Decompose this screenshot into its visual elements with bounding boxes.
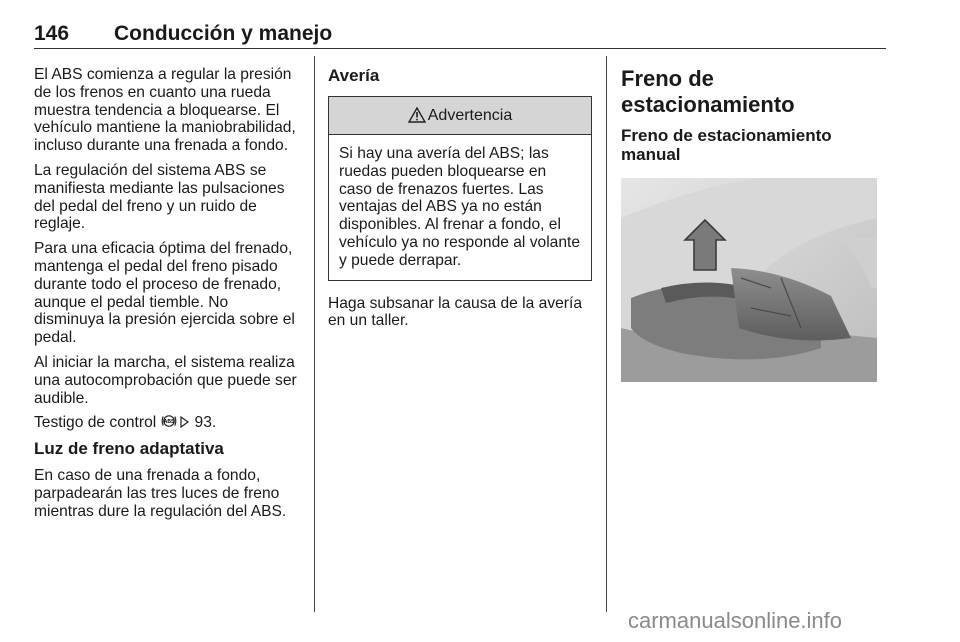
watermark: carmanualsonline.info	[628, 608, 843, 633]
paragraph: En caso de una frenada a fondo, parpadearán las tres luces de freno mientras dure la regulación del ABS.	[34, 467, 287, 520]
page-reference-icon[interactable]	[180, 414, 194, 431]
chapter-title: Conducción y manejo	[114, 22, 333, 45]
column-divider	[314, 56, 315, 612]
column-2	[328, 66, 592, 337]
page-number: 146	[34, 22, 70, 45]
paragraph: El ABS comienza a regular la presión de los frenos en cuanto una rueda muestra tendencia a bloquearse. El vehículo mantiene la maniobrabilidad, incluso durante una frenada a fondo.	[34, 66, 296, 155]
paragraph: Al iniciar la marcha, el sistema realiza una autocomprobación que puede ser audible.	[34, 353, 297, 407]
column-1	[34, 66, 302, 528]
section-heading: Freno de estacionamiento	[621, 66, 795, 117]
column-3	[621, 66, 883, 382]
warning-title: Advertencia	[427, 106, 513, 124]
abs-warning-icon	[161, 415, 181, 430]
page-reference[interactable]: 93.	[194, 414, 217, 432]
paragraph: Haga subsanar la causa de la avería en un taller.	[328, 294, 582, 330]
warning-triangle-icon	[408, 106, 426, 126]
section-heading: Luz de freno adaptativa	[34, 439, 224, 459]
page-header	[34, 22, 886, 49]
handbrake-photo	[621, 178, 877, 382]
abs-lamp-label: Testigo de control	[34, 414, 157, 432]
subsection-heading: Freno de estacionamiento manual	[621, 126, 832, 164]
warning-text: Si hay una avería del ABS; las ruedas pueden bloquearse en caso de frenazos fuertes. Las ventajas del ABS ya no están disponibles. Al frenar a fondo, el vehículo ya no responde al volante y puede derrapar.	[339, 145, 581, 269]
svg-text:ABS: ABS	[163, 419, 174, 426]
warning-box	[328, 96, 592, 281]
section-heading: Avería	[328, 66, 380, 85]
paragraph: La regulación del sistema ABS se manifiesta mediante las pulsaciones del pedal del freno y un ruido de reglaje.	[34, 161, 285, 233]
column-divider	[606, 56, 607, 612]
paragraph: Para una eficacia óptima del frenado, mantenga el pedal del freno pisado durante todo el proceso de frenado, aunque el pedal tiemble. No disminuya la presión ejercida sobre el pedal.	[34, 240, 295, 347]
warning-header	[329, 97, 591, 135]
paragraph-abs-lamp	[34, 414, 302, 432]
